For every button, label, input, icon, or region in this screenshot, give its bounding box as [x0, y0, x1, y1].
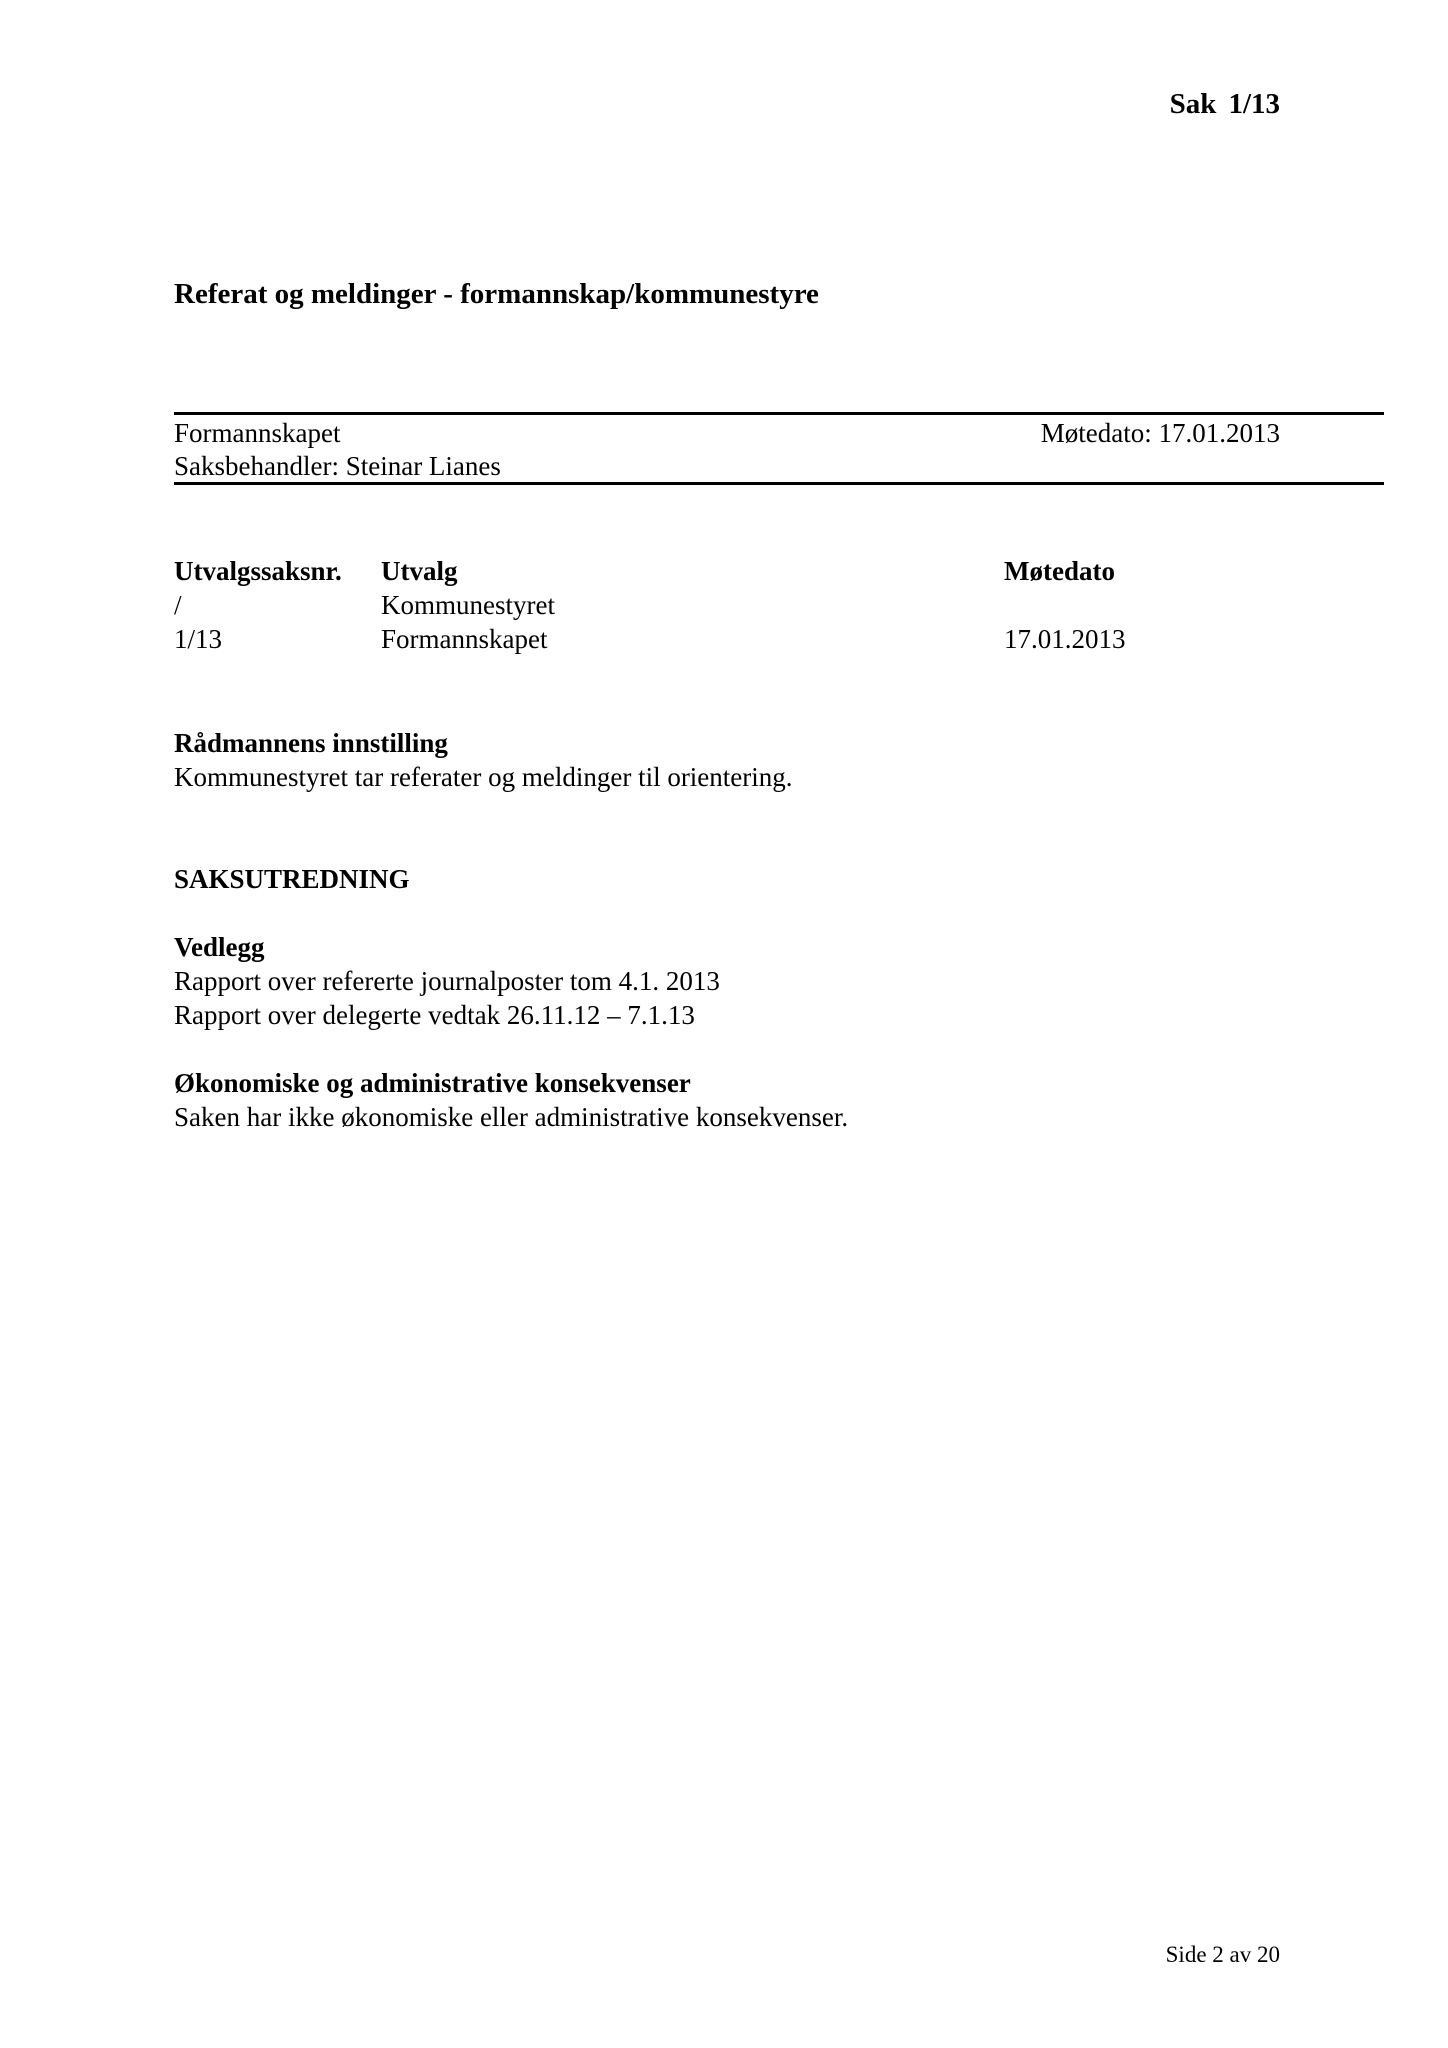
header-committee: Utvalg: [381, 556, 458, 586]
meeting-date: Møtedato: 17.01.2013: [1040, 418, 1280, 448]
cell-case-number: 1/13: [174, 624, 223, 654]
table-row: [174, 624, 1134, 658]
cell-meeting-date: 17.01.2013: [1004, 624, 1126, 654]
recommendation-text: Kommunestyret tar referater og meldinger til orientering.: [174, 762, 793, 792]
bottom-rule-divider: [174, 482, 1384, 485]
cell-case-number: /: [174, 590, 182, 620]
cell-committee: Formannskapet: [381, 624, 548, 654]
document-title: Referat og meldinger - formannskap/kommunestyre: [174, 278, 819, 310]
header-case-number: Utvalgssaksnr.: [174, 556, 342, 586]
table-row: [174, 590, 1134, 624]
attachment-item: Rapport over delegerte vedtak 26.11.12 – 7.1.13: [174, 1000, 695, 1030]
case-label: Sak: [1169, 88, 1217, 120]
case-number: 1/13: [1228, 88, 1280, 120]
page-number-footer: Side 2 av 20: [1165, 1942, 1280, 1967]
cell-committee: Kommunestyret: [381, 590, 555, 620]
case-report-heading: SAKSUTREDNING: [174, 864, 410, 894]
table-header-row: [174, 556, 1134, 590]
recommendation-heading: Rådmannens innstilling: [174, 728, 448, 758]
case-number-header: [1170, 88, 1280, 121]
consequences-heading: Økonomiske og administrative konsekvenser: [174, 1068, 691, 1098]
header-meeting-date: Møtedato: [1004, 556, 1115, 586]
case-officer: Saksbehandler: Steinar Lianes: [174, 451, 501, 481]
case-table: [174, 556, 1134, 658]
attachment-item: Rapport over refererte journalposter tom 4.1. 2013: [174, 966, 720, 996]
committee-name: Formannskapet: [174, 418, 341, 448]
top-rule-divider: [174, 412, 1384, 415]
consequences-text: Saken har ikke økonomiske eller administrative konsekvenser.: [174, 1102, 849, 1132]
attachments-heading: Vedlegg: [174, 932, 265, 962]
